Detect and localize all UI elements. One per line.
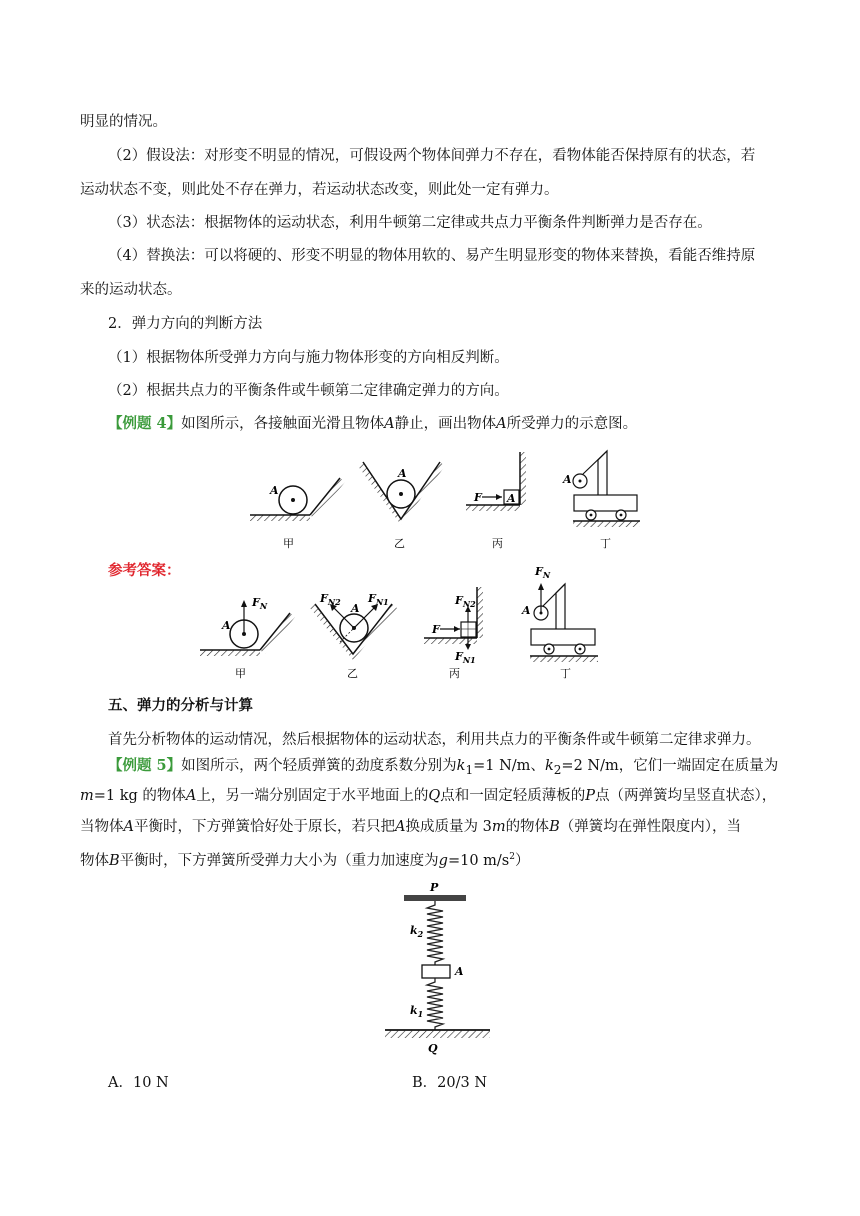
svg-text:A: A (522, 604, 531, 617)
svg-text:Q: Q (428, 1042, 438, 1055)
example-5-line-1: 【例题 5】如图所示，两个轻质弹簧的劲度系数分别为$k_1=1$ N/m、$k_2=2$ N/m，它们一端固定在质量为 (108, 757, 779, 777)
svg-text:A: A (270, 484, 279, 497)
subheading-direction: 2．弹力方向的判断方法 (108, 316, 263, 332)
svg-text:FN2: $F_{N2}$ (320, 592, 341, 607)
example-4-prompt: 【例题 4】如图所示，各接触面光滑且物体A静止，画出物体A所受弹力的示意图。 (108, 415, 638, 432)
example-5-tag: 【例题 5】 (108, 757, 182, 774)
svg-text:A: A (222, 619, 231, 632)
example-4-tag: 【例题 4】 (108, 415, 182, 432)
method-4-line-1: （4）替换法：可以将硬的、形变不明显的物体用软的、易产生明显形变的物体来替换，看能否维持原 (108, 248, 756, 264)
ground-hatch (385, 1030, 490, 1038)
method-2-line-1: （2）假设法：对形变不明显的情况，可假设两个物体间弹力不存在，看物体能否保持原有的状态，若 (108, 148, 756, 164)
example-5-line-4: 物体B平衡时，下方弹簧所受弹力大小为（重力加速度为g=10 $m/s^2$） (80, 852, 530, 869)
svg-text:A: A (455, 965, 464, 978)
svg-text:甲: 甲 (235, 667, 246, 680)
svg-text:k1: $k_1$ (410, 1004, 424, 1019)
svg-text:丁: 丁 (600, 537, 611, 550)
answer-label: 参考答案： (108, 562, 181, 579)
method-4-line-2: 来的运动状态。 (80, 282, 182, 298)
svg-text:丁: 丁 (560, 667, 571, 680)
block-A (422, 965, 450, 978)
method-2-line-2: 运动状态不变，则此处不存在弹力，若运动状态改变，则此处一定有弹力。 (80, 182, 559, 198)
option-a[interactable]: A．10 N (108, 1075, 169, 1091)
svg-text:FN: $F_N$ (535, 565, 551, 580)
svg-text:F: F (432, 623, 440, 636)
lower-spring-k1 (427, 978, 443, 1030)
section-5-intro: 首先分析物体的运动情况，然后根据物体的运动状态，利用共点力的平衡条件或牛顿第二定律求弹力。 (108, 732, 761, 748)
upper-spring-k2 (427, 901, 443, 965)
svg-text:甲: 甲 (283, 537, 294, 550)
svg-text:F: F (474, 491, 482, 504)
method-3: （3）状态法：根据物体的运动状态，利用牛顿第二定律或共点力平衡条件判断弹力是否存在。 (108, 215, 712, 231)
example-5-line-3: 当物体A平衡时，下方弹簧恰好处于原长，若只把A换成质量为 3m的物体B（弹簧均在弹性限度内），当 (80, 819, 741, 835)
svg-text:A: A (563, 473, 572, 486)
direction-method-2: （2）根据共点力的平衡条件或牛顿第二定律确定弹力的方向。 (108, 383, 509, 399)
svg-text:A: A (507, 492, 516, 505)
svg-text:k2: $k_2$ (410, 924, 424, 939)
svg-text:FN1: $F_{N1}$ (455, 650, 476, 665)
svg-text:丙: 丙 (449, 667, 460, 680)
example-5-line-2: m=1 kg 的物体A上，另一端分别固定于水平地面上的Q点和一固定轻质薄板的P点（两弹簧均呈竖直状态）， (80, 788, 777, 804)
svg-text:FN: $F_N$ (252, 596, 268, 611)
svg-text:FN2: $F_{N2}$ (455, 594, 476, 609)
svg-text:乙: 乙 (394, 537, 405, 550)
option-b[interactable]: B．20/3 N (412, 1075, 488, 1091)
svg-text:A: A (398, 467, 407, 480)
section-5-heading: 五、弹力的分析与计算 (108, 697, 253, 714)
svg-text:P: P (430, 881, 439, 894)
top-plate-P (404, 895, 466, 901)
svg-text:FN1: $F_{N1}$ (368, 592, 389, 607)
direction-method-1: （1）根据物体所受弹力方向与施力物体形变的方向相反判断。 (108, 350, 509, 366)
svg-text:A: A (351, 602, 360, 615)
svg-text:丙: 丙 (492, 537, 503, 550)
paragraph-tail: 明显的情况。 (80, 114, 167, 130)
svg-text:乙: 乙 (347, 667, 358, 680)
